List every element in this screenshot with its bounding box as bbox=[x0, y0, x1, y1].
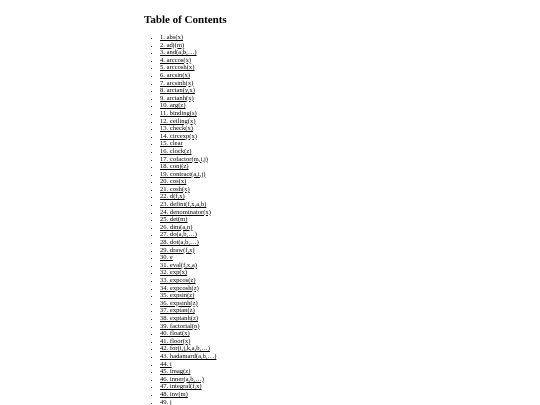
toc-link[interactable]: 41. floor(x) bbox=[160, 337, 191, 345]
toc-link[interactable]: 12. ceiling(x) bbox=[160, 117, 196, 125]
toc-item bbox=[160, 353, 216, 361]
toc-link[interactable]: 7. arcsinh(x) bbox=[160, 79, 194, 87]
toc-item bbox=[160, 376, 216, 384]
toc-item bbox=[160, 399, 216, 405]
toc-item bbox=[160, 323, 216, 331]
toc-item bbox=[160, 133, 216, 141]
toc-link[interactable]: 49. j bbox=[160, 398, 172, 405]
toc-link[interactable]: 25. det(m) bbox=[160, 216, 188, 224]
toc-link[interactable]: 24. denominator(x) bbox=[160, 208, 211, 216]
toc-link[interactable]: 17. cofactor(m,i,j) bbox=[160, 155, 208, 163]
toc-item bbox=[160, 262, 216, 270]
toc-item bbox=[160, 239, 216, 247]
toc-link[interactable]: 36. expsinh(z) bbox=[160, 299, 198, 307]
toc-link[interactable]: 13. check(x) bbox=[160, 125, 193, 133]
toc-link[interactable]: 39. factorial(n) bbox=[160, 322, 200, 330]
toc-item bbox=[160, 95, 216, 103]
toc-item bbox=[160, 330, 216, 338]
toc-link[interactable]: 28. dot(a,b,…) bbox=[160, 239, 199, 247]
toc-item bbox=[160, 300, 216, 308]
toc-item bbox=[160, 57, 216, 65]
toc-item bbox=[160, 118, 216, 126]
toc-link[interactable]: 44. i bbox=[160, 360, 172, 368]
toc-link[interactable]: 11. binding(s) bbox=[160, 109, 197, 117]
toc-link[interactable]: 34. expcosh(z) bbox=[160, 284, 199, 292]
toc-item bbox=[160, 163, 216, 171]
toc-item bbox=[160, 292, 216, 300]
toc-link[interactable]: 40. float(x) bbox=[160, 330, 190, 338]
toc-link[interactable]: 18. conj(z) bbox=[160, 163, 189, 171]
toc-item bbox=[160, 178, 216, 186]
toc-link[interactable]: 4. arccos(x) bbox=[160, 56, 192, 64]
toc-link[interactable]: 30. e bbox=[160, 254, 173, 262]
toc-item bbox=[160, 216, 216, 224]
toc-link[interactable]: 45. imag(z) bbox=[160, 368, 191, 376]
page-title: Table of Contents bbox=[144, 14, 227, 26]
toc-item bbox=[160, 156, 216, 164]
toc-link[interactable]: 3. and(a,b,…) bbox=[160, 49, 197, 57]
toc-link[interactable]: 1. abs(x) bbox=[160, 34, 184, 41]
toc-link[interactable]: 23. defint(f,x,a,b) bbox=[160, 201, 207, 209]
toc-item bbox=[160, 338, 216, 346]
toc-item bbox=[160, 148, 216, 156]
toc-link[interactable]: 19. contract(a,i,j) bbox=[160, 170, 206, 178]
toc-link[interactable]: 8. arctan(y,x) bbox=[160, 87, 195, 95]
toc-link[interactable]: 22. d(f,x) bbox=[160, 193, 185, 201]
toc-item bbox=[160, 171, 216, 179]
toc-link[interactable]: 16. clock(z) bbox=[160, 147, 192, 155]
toc-link[interactable]: 33. expcos(z) bbox=[160, 277, 196, 284]
toc-item bbox=[160, 307, 216, 315]
toc-item bbox=[160, 209, 216, 217]
toc-link[interactable]: 31. eval(f,x,a) bbox=[160, 261, 197, 269]
toc-item bbox=[160, 42, 216, 50]
toc-list bbox=[153, 34, 216, 405]
toc-item bbox=[160, 80, 216, 88]
toc-item bbox=[160, 102, 216, 110]
toc-link[interactable]: 5. arccosh(x) bbox=[160, 64, 195, 72]
toc-link[interactable]: 9. arctanh(x) bbox=[160, 94, 194, 102]
toc-link[interactable]: 42. for(i,j,k,a,b,…) bbox=[160, 345, 210, 353]
toc-link[interactable]: 20. cos(x) bbox=[160, 178, 187, 186]
toc-link[interactable]: 46. inner(a,b,…) bbox=[160, 375, 204, 383]
toc-link[interactable]: 27. do(a,b,…) bbox=[160, 231, 197, 239]
toc-item bbox=[160, 285, 216, 293]
toc-item bbox=[160, 231, 216, 239]
toc-link[interactable]: 6. arcsin(x) bbox=[160, 71, 191, 79]
toc-item bbox=[160, 247, 216, 255]
toc-item bbox=[160, 87, 216, 95]
toc-link[interactable]: 35. expsin(z) bbox=[160, 292, 195, 300]
toc-link[interactable]: 38. exptanh(z) bbox=[160, 314, 199, 322]
toc-item bbox=[160, 34, 216, 42]
toc-item bbox=[160, 201, 216, 209]
toc-link[interactable]: 48. inv(m) bbox=[160, 390, 188, 398]
toc-item bbox=[160, 254, 216, 262]
toc-link[interactable]: 47. integral(f,x) bbox=[160, 383, 202, 391]
toc-item bbox=[160, 125, 216, 133]
toc-item bbox=[160, 277, 216, 285]
toc-link[interactable]: 10. arg(z) bbox=[160, 102, 186, 110]
toc-item bbox=[160, 383, 216, 391]
toc-item bbox=[160, 391, 216, 399]
toc-item bbox=[160, 186, 216, 194]
toc-link[interactable]: 2. adj(m) bbox=[160, 41, 185, 49]
toc-item bbox=[160, 224, 216, 232]
toc-link[interactable]: 14. circexp(x) bbox=[160, 132, 197, 140]
toc-link[interactable]: 43. hadamard(a,b,…) bbox=[160, 352, 217, 360]
toc-item bbox=[160, 269, 216, 277]
toc-item bbox=[160, 345, 216, 353]
toc-item bbox=[160, 49, 216, 57]
toc-link[interactable]: 29. draw(f,x) bbox=[160, 246, 195, 254]
toc-item bbox=[160, 368, 216, 376]
toc-item bbox=[160, 64, 216, 72]
toc-link[interactable]: 21. cosh(x) bbox=[160, 185, 190, 193]
toc-item bbox=[160, 110, 216, 118]
toc-item bbox=[160, 315, 216, 323]
toc-item bbox=[160, 361, 216, 369]
toc-link[interactable]: 37. exptan(z) bbox=[160, 307, 195, 315]
toc-item bbox=[160, 72, 216, 80]
toc-link[interactable]: 32. exp(x) bbox=[160, 269, 188, 277]
toc-item bbox=[160, 193, 216, 201]
toc-item bbox=[160, 140, 216, 148]
toc-link[interactable]: 15. clear bbox=[160, 140, 183, 148]
toc-link[interactable]: 26. dim(a,n) bbox=[160, 223, 193, 231]
